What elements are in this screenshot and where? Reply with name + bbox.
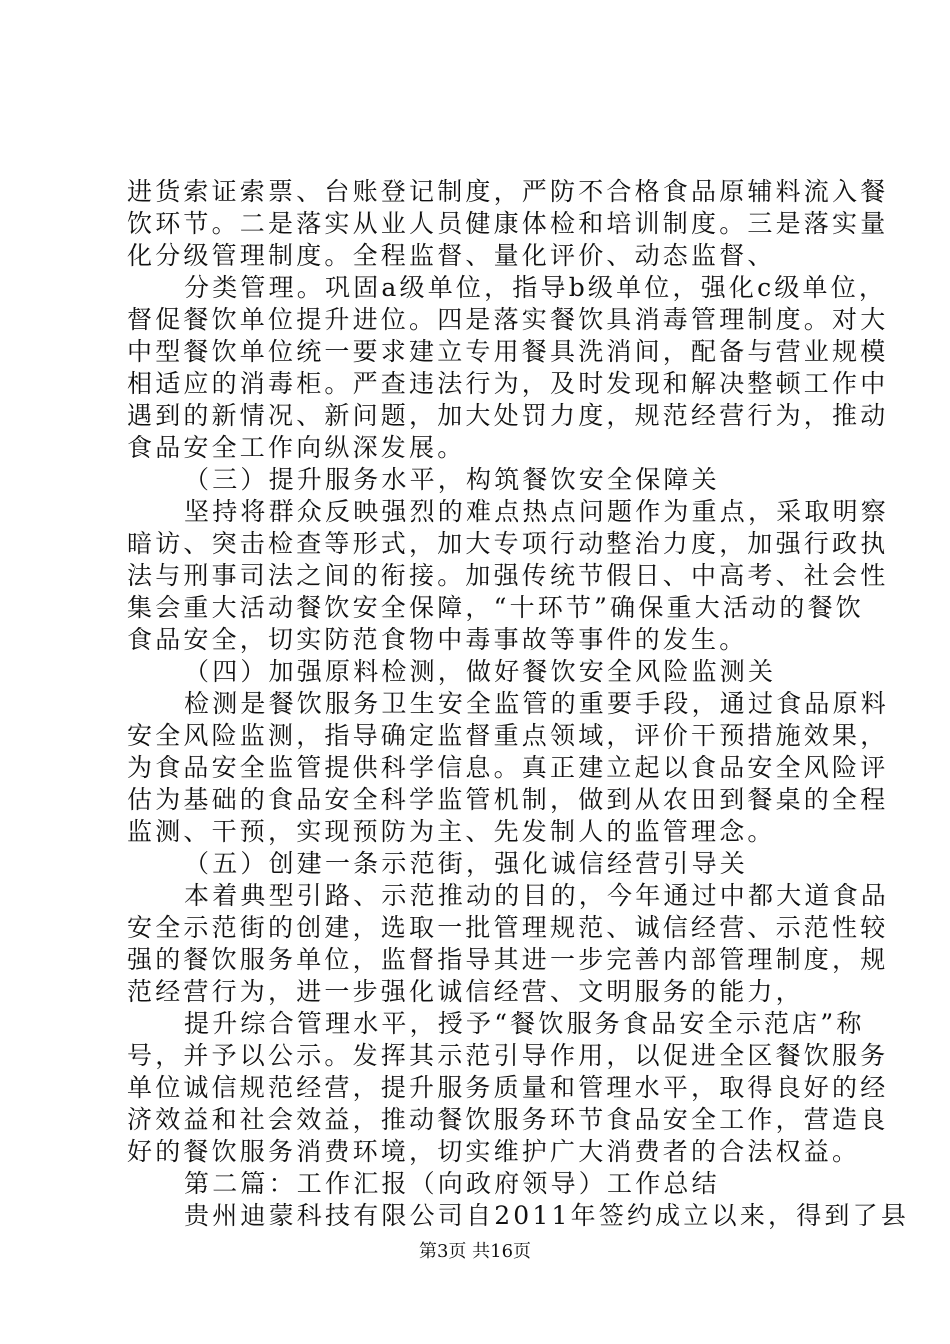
text-line: 食品安全工作向纵深发展。 [127, 433, 466, 462]
text-line: 提升综合管理水平，授予“餐饮服务食品安全示范店”称 [184, 1009, 865, 1038]
text-line: 为食品安全监管提供科学信息。真正建立起以食品安全风险评 [127, 753, 889, 782]
text-line: 估为基础的食品安全科学监管机制，做到从农田到餐桌的全程 [127, 785, 889, 814]
text-line: 中型餐饮单位统一要求建立专用餐具洗消间，配备与营业规模 [127, 337, 889, 366]
text-line: 督促餐饮单位提升进位。四是落实餐饮具消毒管理制度。对大 [127, 305, 889, 334]
text-line: 本着典型引路、示范推动的目的，今年通过中都大道食品 [184, 881, 890, 910]
text-line: （四）加强原料检测，做好餐饮安全风险监测关 [184, 657, 777, 686]
text-line: （三）提升服务水平，构筑餐饮安全保障关 [184, 465, 720, 494]
text-line: 集会重大活动餐饮安全保障，“十环节”确保重大活动的餐饮 [127, 593, 864, 622]
text-line: 监测、干预，实现预防为主、先发制人的监管理念。 [127, 817, 776, 846]
text-line: 进货索证索票、台账登记制度，严防不合格食品原辅料流入餐 [127, 177, 889, 206]
text-line: 分类管理。巩固a级单位，指导b级单位，强化c级单位， [184, 273, 888, 302]
text-line: 饮环节。二是落实从业人员健康体检和培训制度。三是落实量 [127, 209, 889, 238]
text-line: 强的餐饮服务单位，监督指导其进一步完善内部管理制度，规 [127, 945, 889, 974]
text-line: 食品安全，切实防范食物中毒事故等事件的发生。 [127, 625, 748, 654]
text-line: 安全风险监测，指导确定监督重点领域，评价干预措施效果， [127, 721, 889, 750]
text-line: 济效益和社会效益，推动餐饮服务环节食品安全工作，营造良 [127, 1105, 889, 1134]
document-body [127, 176, 910, 1232]
text-line: 相适应的消毒柜。严查违法行为，及时发现和解决整顿工作中 [127, 369, 889, 398]
text-line: 贵州迪蒙科技有限公司自2011年签约成立以来，得到了县 [184, 1201, 910, 1230]
text-line: 第二篇：工作汇报（向政府领导）工作总结 [184, 1169, 720, 1198]
text-line: 检测是餐饮服务卫生安全监管的重要手段，通过食品原料 [184, 689, 890, 718]
page-footer: 第3页 共16页 [418, 1241, 532, 1262]
text-line: 法与刑事司法之间的衔接。加强传统节假日、中高考、社会性 [127, 561, 889, 590]
text-line: 好的餐饮服务消费环境，切实维护广大消费者的合法权益。 [127, 1137, 861, 1166]
text-line: 坚持将群众反映强烈的难点热点问题作为重点，采取明察 [184, 497, 890, 526]
text-line: 号，并予以公示。发挥其示范引导作用，以促进全区餐饮服务 [127, 1041, 889, 1070]
text-line: 遇到的新情况、新问题，加大处罚力度，规范经营行为，推动 [127, 401, 889, 430]
text-line: 化分级管理制度。全程监督、量化评价、动态监督、 [127, 241, 776, 270]
text-line: 暗访、突击检查等形式，加大专项行动整治力度，加强行政执 [127, 529, 889, 558]
text-line: 范经营行为，进一步强化诚信经营、文明服务的能力， [127, 977, 804, 1006]
text-line: 单位诚信规范经营，提升服务质量和管理水平，取得良好的经 [127, 1073, 889, 1102]
text-line: （五）创建一条示范街，强化诚信经营引导关 [184, 849, 749, 878]
text-line: 安全示范街的创建，选取一批管理规范、诚信经营、示范性较 [127, 913, 889, 942]
